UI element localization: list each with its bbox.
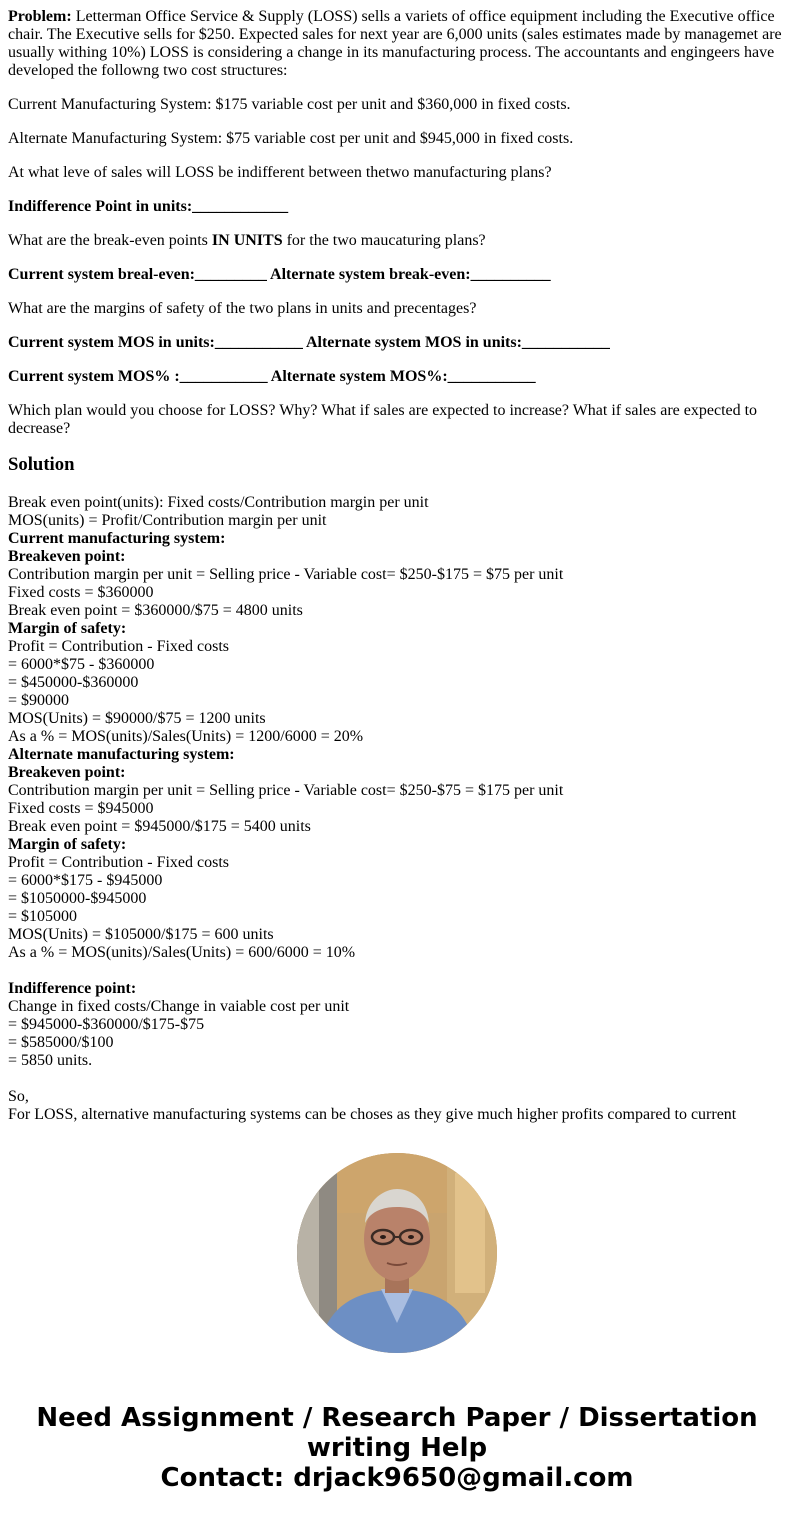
question-mos: What are the margins of safety of the two plans in units and precentages? (8, 300, 477, 317)
solution-line: So, (8, 1088, 29, 1105)
solution-line: Contribution margin per unit = Selling price - Variable cost= $250-$175 = $75 per unit (8, 566, 564, 583)
solution-line: = $945000-$360000/$175-$75 (8, 1016, 205, 1033)
solution-line: Break even point = $360000/$75 = 4800 units (8, 602, 303, 619)
document-content (8, 0, 786, 1123)
current-system-text: Current Manufacturing System: $175 variable cost per unit and $360,000 in fixed costs. (8, 96, 571, 113)
footer-contact: Contact: drjack9650@gmail.com (160, 1463, 634, 1493)
solution-line: = $585000/$100 (8, 1034, 114, 1051)
solution-line: = $1050000-$945000 (8, 890, 147, 907)
solution-line: For LOSS, alternative manufacturing systems can be choses as they give much higher profits compared to current (8, 1106, 737, 1123)
solution-line: = 6000*$175 - $945000 (8, 872, 163, 889)
solution-line: Fixed costs = $360000 (8, 584, 154, 601)
author-photo-image (297, 1153, 497, 1353)
solution-line: = 6000*$75 - $360000 (8, 656, 155, 673)
alternate-system-text: Alternate Manufacturing System: $75 variable cost per unit and $945,000 in fixed costs. (8, 130, 574, 147)
solution-line: = 5850 units. (8, 1052, 93, 1069)
mos-percent-blank: Current system MOS% :___________ Alternate system MOS%:___________ (8, 368, 536, 385)
solution-line: MOS(Units) = $105000/$175 = 600 units (8, 926, 274, 943)
solution-line: Margin of safety: (8, 836, 127, 853)
solution-line: Break even point(units): Fixed costs/Contribution margin per unit (8, 494, 429, 511)
indifference-blank: Indifference Point in units:____________ (8, 198, 289, 215)
solution-line: As a % = MOS(units)/Sales(Units) = 1200/6000 = 20% (8, 728, 364, 745)
solution-line: Profit = Contribution - Fixed costs (8, 854, 230, 871)
solution-line: Breakeven point: (8, 764, 126, 781)
footer-line-1: Need Assignment / Research Paper / Dissertation (36, 1403, 758, 1433)
solution-line: Margin of safety: (8, 620, 127, 637)
author-photo (297, 1153, 497, 1353)
solution-line: MOS(Units) = $90000/$75 = 1200 units (8, 710, 266, 727)
solution-blank-line (8, 962, 786, 980)
solution-blank-line (8, 1070, 786, 1088)
problem-intro-text: Letterman Office Service & Supply (LOSS) sells a variets of office equipment including the Executive office chair. The Executive sells for $250. Expected sales for next year are 6,000 units (sales estimates made by managemet are usually withing 10%) LOSS is considering a change in its manufacturing process. The accountants and engingeers have developed the followng two cost structures: (8, 8, 782, 79)
breakeven-blank: Current system breal-even:_________ Alternate system break-even:__________ (8, 266, 551, 283)
solution-line: Change in fixed costs/Change in vaiable cost per unit (8, 998, 350, 1015)
solution-line: As a % = MOS(units)/Sales(Units) = 600/6000 = 10% (8, 944, 356, 961)
mos-units-blank: Current system MOS in units:___________ Alternate system MOS in units:___________ (8, 334, 610, 351)
solution-line: Indifference point: (8, 980, 137, 997)
solution-line: Alternate manufacturing system: (8, 746, 235, 763)
solution-line: = $105000 (8, 908, 78, 925)
solution-line: = $450000-$360000 (8, 674, 139, 691)
question-choice: Which plan would you choose for LOSS? Why? What if sales are expected to increase? What if sales are expected to decrease? (8, 402, 758, 437)
solution-line: Profit = Contribution - Fixed costs (8, 638, 230, 655)
solution-heading: Solution (8, 454, 75, 475)
question-indifference: At what leve of sales will LOSS be indifferent between thetwo manufacturing plans? (8, 164, 552, 181)
solution-body (8, 494, 786, 1123)
footer-banner (0, 1403, 794, 1493)
solution-line: Break even point = $945000/$175 = 5400 units (8, 818, 311, 835)
solution-line: Breakeven point: (8, 548, 126, 565)
footer-line-2: writing Help (306, 1433, 488, 1463)
solution-line: Current manufacturing system: (8, 530, 226, 547)
question-breakeven: What are the break-even points IN UNITS for the two maucaturing plans? (8, 232, 486, 249)
solution-line: Contribution margin per unit = Selling price - Variable cost= $250-$75 = $175 per unit (8, 782, 564, 799)
problem-intro (8, 8, 786, 80)
solution-line: MOS(units) = Profit/Contribution margin per unit (8, 512, 327, 529)
solution-line: = $90000 (8, 692, 70, 709)
problem-label: Problem: (8, 8, 72, 25)
solution-line: Fixed costs = $945000 (8, 800, 154, 817)
